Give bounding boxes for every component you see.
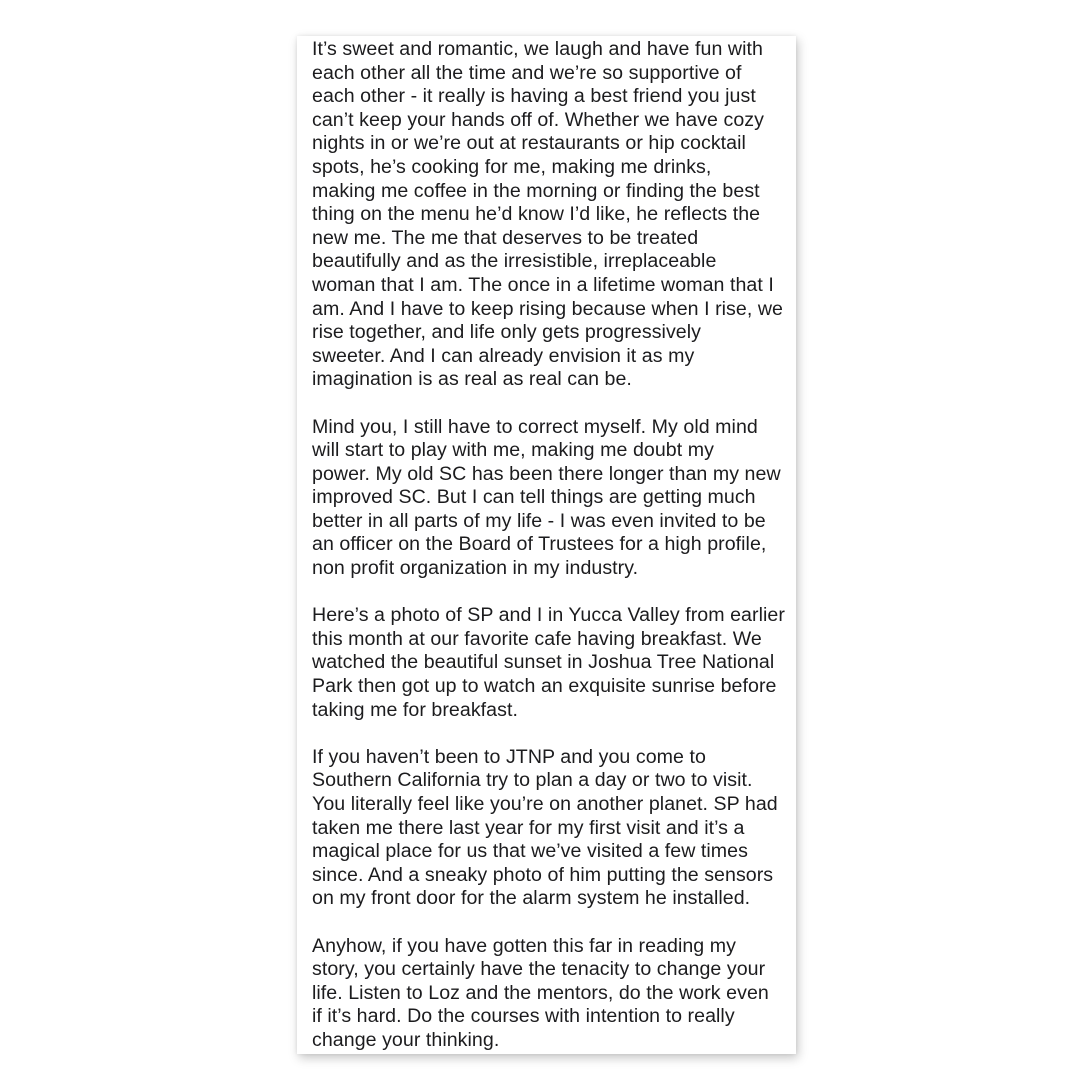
post-text-line: since. And a sneaky photo of him putting the sensors bbox=[312, 863, 774, 886]
post-text-line: woman that I am. The once in a lifetime woman that I bbox=[312, 273, 774, 296]
post-text-line: watched the beautiful sunset in Joshua Tree National bbox=[312, 651, 775, 674]
post-text-line: It’s sweet and romantic, we laugh and have fun with bbox=[312, 38, 763, 60]
post-text-line: an officer on the Board of Trustees for a high profile, bbox=[312, 533, 767, 556]
post-text-line: taken me there last year for my first visit and it’s a bbox=[312, 816, 745, 839]
post-text-line: each other all the time and we’re so supportive of bbox=[312, 61, 742, 84]
post-text-line: each other - it really is having a best friend you just bbox=[312, 85, 756, 108]
post-text-line: magical place for us that we’ve visited a few times bbox=[312, 840, 748, 863]
post-text-line: if it’s hard. Do the courses with intention to really bbox=[312, 1005, 735, 1028]
post-text-line: improved SC. But I can tell things are getting much bbox=[312, 486, 756, 509]
post-text-line: making me coffee in the morning or finding the best bbox=[312, 179, 760, 202]
post-text-line: imagination is as real as real can be. bbox=[312, 368, 632, 391]
post-text-line: sweeter. And I can already envision it as my bbox=[312, 344, 695, 367]
post-text-line: spots, he’s cooking for me, making me drinks, bbox=[312, 155, 712, 178]
post-text-line: story, you certainly have the tenacity to change your bbox=[312, 958, 766, 981]
post-text-line: will start to play with me, making me doubt my bbox=[312, 439, 714, 462]
post-paragraph bbox=[312, 416, 790, 581]
post-text-line: Here’s a photo of SP and I in Yucca Valley from earlier bbox=[312, 604, 785, 627]
post-text-line: nights in or we’re out at restaurants or hip cocktail bbox=[312, 132, 746, 155]
post-text-line: change your thinking. bbox=[312, 1028, 500, 1051]
post-text-line: can’t keep your hands off of. Whether we have cozy bbox=[312, 108, 764, 131]
post-text-card bbox=[297, 36, 796, 1054]
post-text-line: If you haven’t been to JTNP and you come to bbox=[312, 745, 706, 768]
post-text-line: thing on the menu he’d know I’d like, he reflects the bbox=[312, 203, 761, 226]
post-text-line: Mind you, I still have to correct myself. My old mind bbox=[312, 415, 758, 438]
post-text-line: taking me for breakfast. bbox=[312, 698, 518, 721]
post-paragraph bbox=[312, 38, 790, 392]
post-text-line: this month at our favorite cafe having breakfast. We bbox=[312, 627, 762, 650]
post-paragraph bbox=[312, 746, 790, 911]
post-text-line: new me. The me that deserves to be treated bbox=[312, 226, 699, 249]
post-text-line: life. Listen to Loz and the mentors, do the work even bbox=[312, 981, 769, 1004]
post-text-line: non profit organization in my industry. bbox=[312, 557, 639, 580]
post-body bbox=[312, 38, 790, 1053]
post-text-line: You literally feel like you’re on another planet. SP had bbox=[312, 793, 778, 815]
post-text-line: power. My old SC has been there longer than my new bbox=[312, 462, 781, 485]
post-paragraph bbox=[312, 935, 790, 1053]
post-text-line: better in all parts of my life - I was even invited to be bbox=[312, 509, 766, 532]
post-text-line: Park then got up to watch an exquisite sunrise before bbox=[312, 675, 777, 698]
post-text-line: Southern California try to plan a day or two to visit. bbox=[312, 769, 753, 792]
post-text-line: on my front door for the alarm system he installed. bbox=[312, 887, 751, 910]
post-text-line: Anyhow, if you have gotten this far in reading my bbox=[312, 934, 736, 957]
post-paragraph bbox=[312, 604, 790, 722]
post-text-line: rise together, and life only gets progressively bbox=[312, 321, 701, 344]
post-text-line: beautifully and as the irresistible, irreplaceable bbox=[312, 250, 717, 273]
post-text-line: am. And I have to keep rising because when I rise, we bbox=[312, 297, 783, 320]
